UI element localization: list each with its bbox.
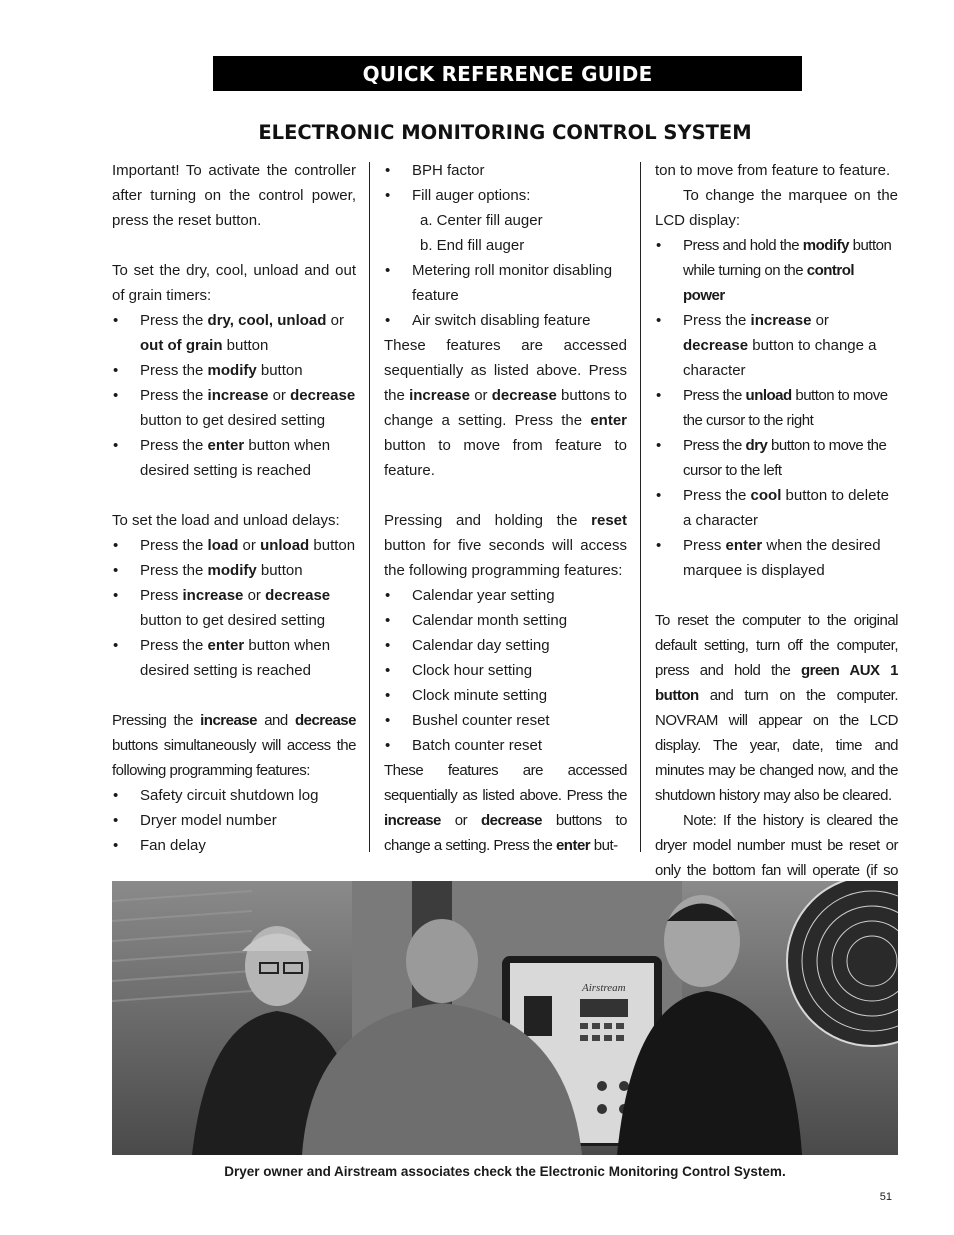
list-item: • Press the unload button to move the cursor to the right	[655, 383, 898, 433]
timers-intro: To set the dry, cool, unload and out of grain timers:	[112, 262, 356, 304]
note-paragraph: Note: If the history is cleared the dryer model number must be reset or only the bottom fan will operate (if so	[655, 812, 898, 879]
list-item: • Calendar day setting	[384, 633, 627, 658]
features-paragraph-2: These features are accessed sequentially as listed above. Press the increase or decrease buttons to change a setting. Press the enter but-	[384, 762, 627, 854]
list-item: • Press the load or unload button	[112, 533, 356, 558]
reset-computer-paragraph: To reset the computer to the original default setting, turn off the computer, press and hold the green AUX 1 button and turn on the computer. NOVRAM will appear on the LCD display. The year, date, time and minutes may be changed now, and the shutdown history may also be cleared.	[655, 612, 898, 804]
list-item: • Press the enter button when desired setting is reached	[112, 433, 356, 483]
programming-list	[112, 783, 356, 858]
continued-text: ton to move from feature to feature.	[655, 162, 891, 179]
list-item: • Calendar year setting	[384, 583, 627, 608]
list-item: • Calendar month setting	[384, 608, 627, 633]
list-item: • Press the cool button to delete a character	[655, 483, 898, 533]
intro-paragraph: Important! To activate the controller after turning on the control power, press the reset button.	[112, 162, 356, 229]
list-item: • Fill auger options:	[384, 183, 627, 208]
list-item: • Air switch disabling feature	[384, 308, 627, 333]
list-item: • Batch counter reset	[384, 733, 627, 758]
sub-item: a. Center fill auger	[420, 212, 543, 229]
calendar-list	[384, 583, 627, 758]
page-number: 51	[879, 1191, 892, 1203]
list-item: • Press the dry, cool, unload or out of grain button	[112, 308, 356, 358]
features-paragraph: These features are accessed sequentially as listed above. Press the increase or decrease buttons to change a setting. Press the enter button to move from feature to feature.	[384, 337, 627, 479]
section-title: ELECTRONIC MONITORING CONTROL SYSTEM	[258, 121, 752, 144]
list-item: • Press the dry button to move the cursor to the left	[655, 433, 898, 483]
photo	[112, 881, 898, 1155]
column-1	[112, 158, 356, 858]
column-2	[384, 158, 627, 858]
list-item: • Press the modify button	[112, 358, 356, 383]
programming-intro: Pressing the increase and decrease buttons simultaneously will access the following programming features:	[112, 712, 356, 779]
list-item: • Press the increase or decrease button to get desired setting	[112, 383, 356, 433]
list-item: • Clock minute setting	[384, 683, 627, 708]
features-list-cont	[384, 258, 627, 333]
sub-item: b. End fill auger	[420, 237, 525, 254]
section-banner: QUICK REFERENCE GUIDE	[213, 56, 802, 91]
column-divider	[640, 162, 641, 852]
column-divider	[369, 162, 370, 852]
marquee-list	[655, 233, 898, 583]
reset-paragraph: Pressing and holding the reset button for five seconds will access the following programming features:	[384, 512, 627, 579]
photo-illustration	[112, 881, 898, 1155]
list-item: • Press the enter button when desired setting is reached	[112, 633, 356, 683]
marquee-intro: To change the marquee on the LCD display:	[655, 187, 898, 229]
delays-list	[112, 533, 356, 683]
list-item: • Press the increase or decrease button to change a character	[655, 308, 898, 383]
panel-brand: Airstream	[582, 982, 626, 994]
list-item: • Fan delay	[112, 833, 356, 858]
column-3	[655, 158, 898, 908]
timers-list	[112, 308, 356, 483]
photo-caption: Dryer owner and Airstream associates check the Electronic Monitoring Control System.	[224, 1164, 786, 1179]
list-item: • Metering roll monitor disabling feature	[384, 258, 627, 308]
list-item: • BPH factor	[384, 158, 627, 183]
list-item: • Dryer model number	[112, 808, 356, 833]
list-item: • Press increase or decrease button to get desired setting	[112, 583, 356, 633]
list-item: • Press enter when the desired marquee is displayed	[655, 533, 898, 583]
list-item: • Safety circuit shutdown log	[112, 783, 356, 808]
delays-intro: To set the load and unload delays:	[112, 512, 340, 529]
list-item: • Bushel counter reset	[384, 708, 627, 733]
list-item: • Press and hold the modify button while turning on the control power	[655, 233, 898, 308]
features-list	[384, 158, 627, 208]
list-item: • Clock hour setting	[384, 658, 627, 683]
list-item: • Press the modify button	[112, 558, 356, 583]
